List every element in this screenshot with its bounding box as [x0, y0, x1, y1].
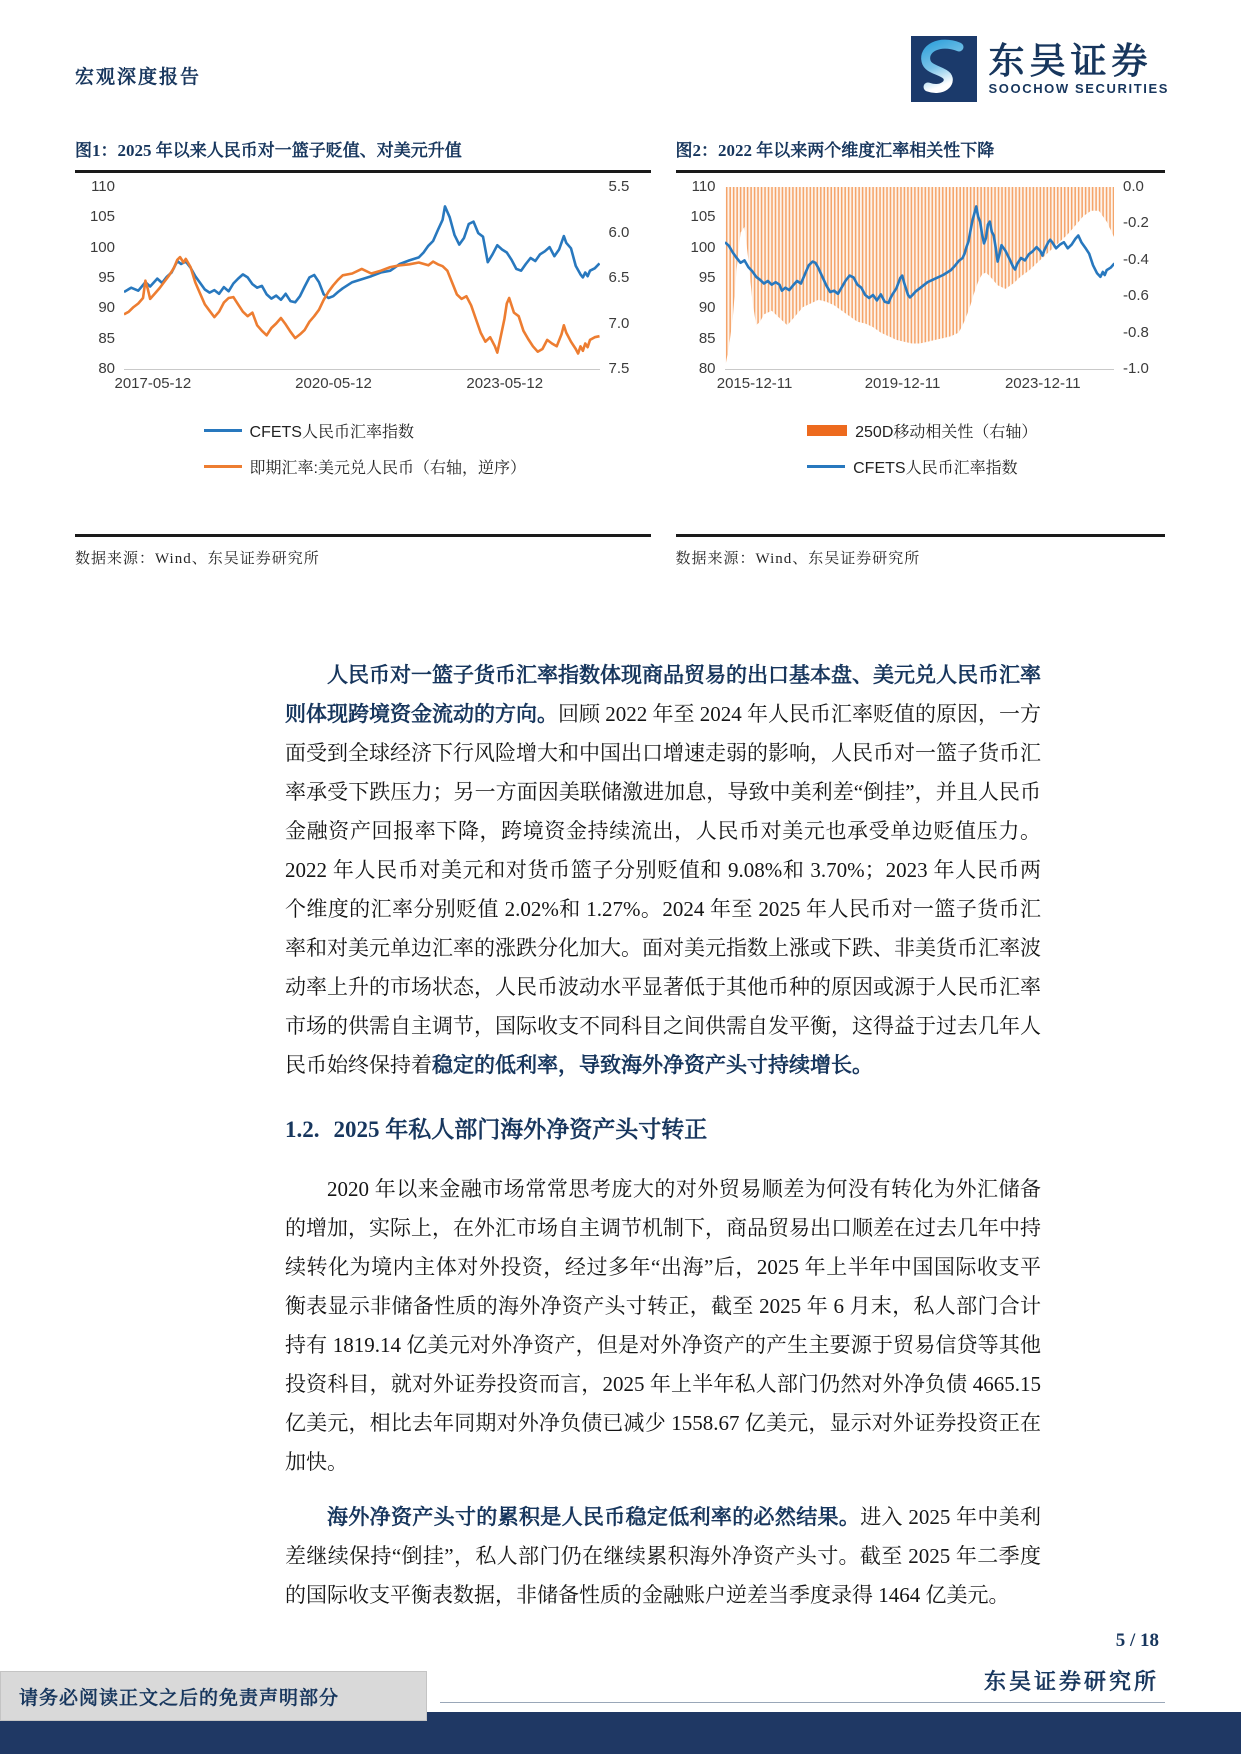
- y-tick: 5.5: [608, 178, 630, 195]
- figure-1-title: 图1：2025 年以来人民币对一篮子贬值、对美元升值: [75, 136, 651, 173]
- legend-item: [204, 455, 526, 478]
- y-tick: 6.5: [608, 269, 630, 286]
- figure-2-x-axis: [716, 375, 1114, 405]
- legend-label: CFETS人民币汇率指数: [853, 460, 1018, 477]
- y-tick: -1.0: [1123, 359, 1149, 377]
- figure-2-chart-canvas: [725, 187, 1114, 369]
- y-tick: 100: [690, 238, 716, 256]
- legend-label: 250D移动相关性（右轴）: [855, 424, 1038, 441]
- x-tick: 2015-12-11: [716, 375, 793, 392]
- x-tick: 2020-05-12: [295, 375, 372, 392]
- legend-line-marker: [204, 429, 242, 432]
- footer-divider: [440, 1702, 1165, 1703]
- figure-2-legend: [807, 419, 1037, 478]
- y-tick: 7.0: [608, 314, 630, 332]
- institute-name: 东吴证券研究所: [983, 1669, 1159, 1694]
- figure-2-right-axis: [1114, 178, 1165, 378]
- report-body: [285, 656, 1041, 1085]
- y-tick: 95: [698, 268, 716, 286]
- y-tick: -0.4: [1123, 250, 1149, 268]
- legend-item: [204, 419, 526, 442]
- y-tick: -0.8: [1123, 323, 1149, 341]
- section-title: 2025 年私人部门海外净资产头寸转正: [333, 1117, 708, 1142]
- page-number: 5 / 18: [1115, 1630, 1159, 1651]
- y-tick: 0.0: [1123, 178, 1144, 195]
- figure-1-legend: [204, 419, 526, 478]
- figure-1-x-axis: [114, 375, 600, 405]
- figure-2-title: 图2：2022 年以来两个维度汇率相关性下降: [676, 136, 1165, 173]
- paragraph-3: 海外净资产头寸的累积是人民币稳定低利率的必然结果。进入 2025 年中美利差继续保持“倒挂”，私人部门仍在继续累积海外净资产头寸。截至 2025 年二季度的国际收支平衡表数据，非储备性质的金融账户逆差当季度录得 1464 亿美元。: [285, 1505, 1041, 1607]
- legend-item: [807, 419, 1037, 442]
- y-tick: 7.5: [608, 360, 630, 377]
- figure-1-right-axis: [600, 178, 651, 378]
- y-tick: 110: [691, 178, 716, 195]
- x-tick: 2023-12-11: [1004, 375, 1081, 392]
- y-tick: 100: [89, 238, 115, 256]
- y-tick: 85: [98, 329, 115, 347]
- y-tick: 105: [89, 208, 115, 226]
- figure-1-chart-canvas: [124, 187, 600, 369]
- paragraph-1: 人民币对一篮子货币汇率指数体现商品贸易的出口基本盘、美元兑人民币汇率则体现跨境资金流动的方向。回顾 2022 年至 2024 年人民币汇率贬值的原因，一方面受到全球经济下行风险增大和中国出口增速走弱的影响，人民币对一篮子货币汇率承受下跌压力；另一方面因美联储激进加息，导致中美利差“倒挂”，并且人民币金融资产回报率下降，跨境资金持续流出，人民币对美元也承受单边贬值压力。2022 年人民币对美元和对货币篮子分别贬值和 9.08%和 3.70%；2023 年人民币两个维度的汇率分别贬值 2.02%和 1.27%。2024 年至 2025 年人民币对一篮子货币汇率和对美元单边汇率的涨跌分化加大。面对美元指数上涨或下跌、非美货币汇率波动率上升的市场状态，人民币波动水平显著低于其他币种的原因或源于人民币汇率市场的供需自主调节，国际收支不同科目之间供需自发平衡，这得益于过去几年人民币始终保持着稳定的低利率，导致海外净资产头寸持续增长。: [285, 663, 1041, 1077]
- y-tick: -0.6: [1123, 287, 1149, 305]
- y-tick: 80: [698, 359, 716, 377]
- figure-1: [75, 136, 651, 568]
- y-tick: 80: [98, 359, 115, 377]
- page-header: [0, 0, 1241, 102]
- brand-name-en: SOOCHOW SECURITIES: [988, 81, 1169, 97]
- figure-1-chart-area: [75, 173, 651, 537]
- disclaimer-text: 请务必阅读正文之后的免责声明部分: [19, 1687, 340, 1709]
- x-tick: 2023-05-12: [466, 375, 544, 392]
- brand-text: [989, 42, 1169, 97]
- figure-1-source: 数据来源：Wind、东吴证券研究所: [75, 551, 320, 567]
- paragraph-2: 2020 年以来金融市场常常思考庞大的对外贸易顺差为何没有转化为外汇储备的增加，实际上，在外汇市场自主调节机制下，商品贸易出口顺差在过去几年中持续转化为境内主体对外投资，经过多年“出海”后，2025 年上半年中国国际收支平衡表显示非储备性质的海外净资产头寸转正，截至 2025 年 6 月末，私人部门合计持有 1819.14 亿美元对外净资产，但是对外净资产的产生主要源于贸易信贷等其他投资科目，就对外证券投资而言，2025 年上半年私人部门仍然对外净负债 4665.15 亿美元，相比去年同期对外净负债已减少 1558.67 亿美元，显示对外证券投资正在加快。: [285, 1177, 1041, 1474]
- y-tick: 105: [690, 208, 716, 226]
- y-tick: 110: [91, 178, 115, 195]
- figure-1-left-axis: [79, 178, 124, 378]
- y-tick: 85: [698, 329, 716, 347]
- disclaimer-box: [0, 1671, 427, 1721]
- y-tick: 6.0: [608, 223, 630, 241]
- section-heading-1-2: [285, 1111, 1241, 1144]
- y-tick: 90: [698, 299, 716, 317]
- figure-2: [676, 136, 1165, 568]
- figure-2-chart-area: [676, 173, 1165, 537]
- report-type-label: 宏观深度报告: [75, 67, 202, 88]
- figure-2-plot: [725, 187, 1114, 370]
- y-tick: 90: [98, 299, 115, 317]
- legend-item: [807, 455, 1037, 478]
- section-number: 1.2.: [285, 1117, 320, 1142]
- x-tick: 2019-12-11: [864, 375, 941, 392]
- legend-line-marker: [807, 465, 845, 468]
- brand-logo: [911, 36, 1169, 102]
- legend-label: CFETS人民币汇率指数: [249, 424, 414, 441]
- legend-block-marker: [807, 425, 847, 436]
- report-body-2: [285, 1170, 1041, 1615]
- x-tick: 2017-05-12: [114, 375, 192, 392]
- figure-2-source: 数据来源：Wind、东吴证券研究所: [675, 551, 921, 567]
- brand-name-cn: 东吴证券: [988, 40, 1153, 81]
- legend-line-marker: [204, 465, 242, 468]
- soochow-logo-icon: [911, 36, 977, 102]
- legend-label: 即期汇率:美元兑人民币（右轴，逆序）: [249, 460, 526, 477]
- y-tick: -0.2: [1123, 214, 1149, 232]
- figures-row: [0, 136, 1241, 568]
- figure-2-left-axis: [680, 178, 725, 378]
- y-tick: 95: [98, 268, 115, 286]
- figure-1-plot: [124, 187, 600, 370]
